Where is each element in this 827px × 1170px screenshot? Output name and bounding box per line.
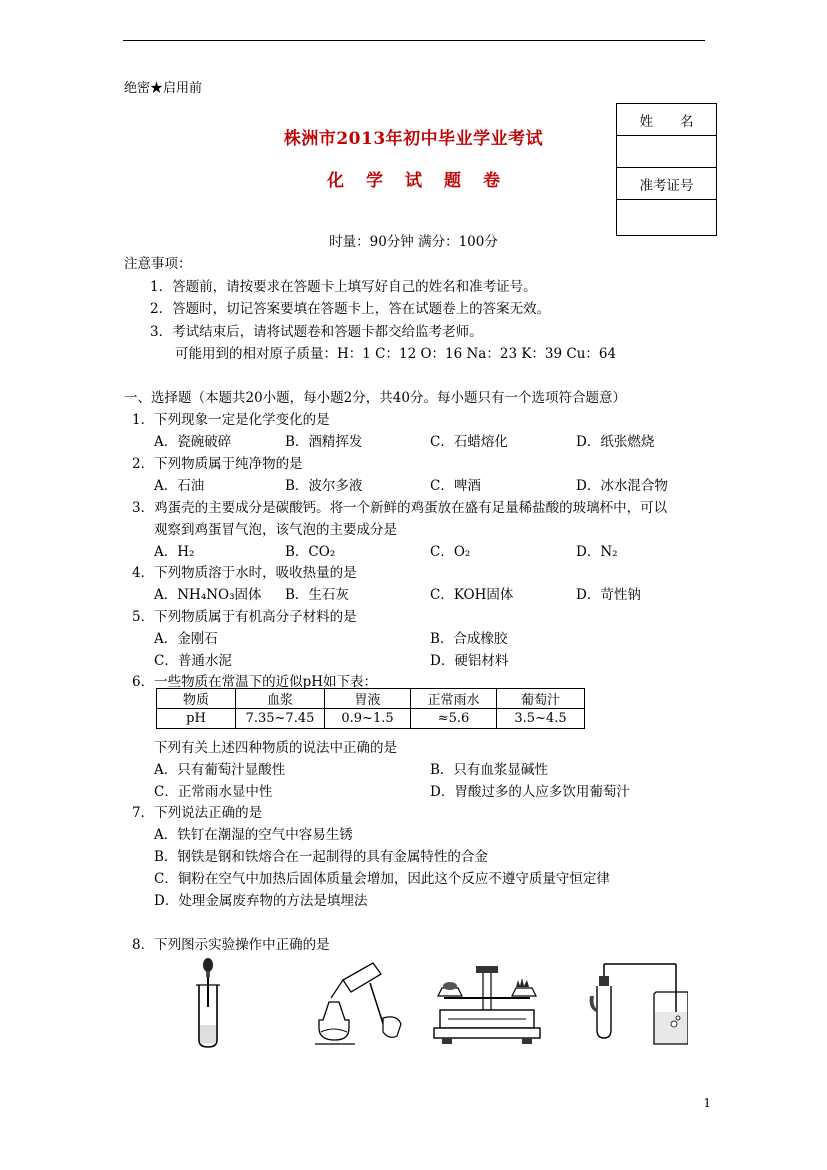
pouring-liquid-figure <box>305 958 405 1050</box>
q7-option-b: B．钢铁是钢和铁熔合在一起制得的具有金属特性的合金 <box>154 849 488 865</box>
dropper-test-tube-figure <box>188 955 228 1050</box>
note-item: 3．考试结束后，请将试题卷和答题卡都交给监考老师。 <box>150 324 483 340</box>
table-header-cell: 葡萄汁 <box>497 689 585 709</box>
time-info: 时量：90分钟 满分：100分 <box>329 234 498 250</box>
q7-option-a: A．铁钉在潮湿的空气中容易生锈 <box>154 827 353 843</box>
q4-option-c: C．KOH固体 <box>430 587 514 603</box>
q3-option-c: C．O₂ <box>430 544 471 560</box>
top-rule <box>123 40 705 41</box>
q1-option-d: D．纸张燃烧 <box>576 434 655 450</box>
q7-option-c: C．铜粉在空气中加热后固体质量会增加，因此这个反应不遵守质量守恒定律 <box>154 871 610 887</box>
q1-option-b: B．酒精挥发 <box>285 434 363 450</box>
q4-option-b: B．生石灰 <box>285 587 349 603</box>
q1-option-a: A．瓷碗破碎 <box>154 434 232 450</box>
table-cell: 0.9~1.5 <box>325 709 411 729</box>
note-item: 1．答题前，请按要求在答题卡上填写好自己的姓名和准考证号。 <box>150 279 537 295</box>
table-header-cell: 正常雨水 <box>411 689 497 709</box>
q2-option-c: C．啤酒 <box>430 478 481 494</box>
confidential-mark: 绝密★启用前 <box>124 81 203 96</box>
section-heading: 一、选择题（本题共20小题，每小题2分，共40分。每小题只有一个选项符合题意） <box>124 390 626 406</box>
table-cell: 3.5~4.5 <box>497 709 585 729</box>
q4-option-a: A．NH₄NO₃固体 <box>154 587 262 603</box>
question-6-stem: 6．一些物质在常温下的近似pH如下表： <box>132 674 378 690</box>
q6-option-a: A．只有葡萄汁显酸性 <box>154 762 286 778</box>
question-7-stem: 7．下列说法正确的是 <box>132 805 263 821</box>
question-8-stem: 8．下列图示实验操作中正确的是 <box>132 937 330 953</box>
q3-option-b: B．CO₂ <box>285 544 336 560</box>
q4-option-d: D．苛性钠 <box>576 587 641 603</box>
ph-table <box>156 688 585 729</box>
question-6-stem-cont: 下列有关上述四种物质的说法中正确的是 <box>154 740 397 756</box>
table-header-cell: 胃液 <box>325 689 411 709</box>
q2-option-a: A．石油 <box>154 478 205 494</box>
question-5-stem: 5．下列物质属于有机高分子材料的是 <box>132 609 357 625</box>
note-item: 2．答题时，切记答案要填在答题卡上，答在试题卷上的答案无效。 <box>150 301 551 317</box>
exam-number-label: 准考证号 <box>617 168 716 200</box>
q2-option-d: D．冰水混合物 <box>576 478 668 494</box>
question-1-stem: 1．下列现象一定是化学变化的是 <box>132 412 330 428</box>
name-label: 姓 名 <box>617 104 716 136</box>
table-header-row <box>157 689 585 709</box>
q6-option-d: D．胃酸过多的人应多饮用葡萄汁 <box>430 784 630 800</box>
balance-scale-figure <box>432 962 542 1047</box>
question-3-stem: 3．鸡蛋壳的主要成分是碳酸钙。将一个新鲜的鸡蛋放在盛有足量稀盐酸的玻璃杯中，可以 <box>132 500 668 516</box>
page-number: 1 <box>703 1096 711 1110</box>
student-id-box <box>616 103 717 236</box>
question-3-stem-cont: 观察到鸡蛋冒气泡，该气泡的主要成分是 <box>154 522 397 538</box>
table-row <box>157 709 585 729</box>
q6-option-b: B．只有血浆显碱性 <box>430 762 548 778</box>
q5-option-a: A．金刚石 <box>154 631 218 647</box>
table-header-cell: 血浆 <box>236 689 325 709</box>
exam-title: 株洲市2013年初中毕业学业考试 <box>283 129 544 149</box>
q5-option-d: D．硬铝材料 <box>430 653 509 669</box>
q3-option-d: D．N₂ <box>576 544 618 560</box>
table-cell: ≈5.6 <box>411 709 497 729</box>
name-field[interactable] <box>617 136 716 168</box>
question-2-stem: 2．下列物质属于纯净物的是 <box>132 456 303 472</box>
table-cell: pH <box>157 709 236 729</box>
q1-option-c: C．石蜡熔化 <box>430 434 508 450</box>
q5-option-c: C．普通水泥 <box>154 653 232 669</box>
notes-heading: 注意事项： <box>124 256 192 272</box>
q5-option-b: B．合成橡胶 <box>430 631 508 647</box>
table-cell: 7.35~7.45 <box>236 709 325 729</box>
q3-option-a: A．H₂ <box>154 544 195 560</box>
q2-option-b: B．波尔多液 <box>285 478 363 494</box>
question-4-stem: 4．下列物质溶于水时，吸收热量的是 <box>132 565 357 581</box>
q7-option-d: D．处理金属废弃物的方法是填埋法 <box>154 893 368 909</box>
table-header-cell: 物质 <box>157 689 236 709</box>
airtightness-check-figure <box>588 956 688 1046</box>
q6-option-c: C．正常雨水显中性 <box>154 784 273 800</box>
exam-subtitle: 化 学 试 题 卷 <box>327 171 500 191</box>
atomic-masses: 可能用到的相对原子质量：H：1 C：12 O：16 Na：23 K：39 Cu：64 <box>175 346 617 362</box>
